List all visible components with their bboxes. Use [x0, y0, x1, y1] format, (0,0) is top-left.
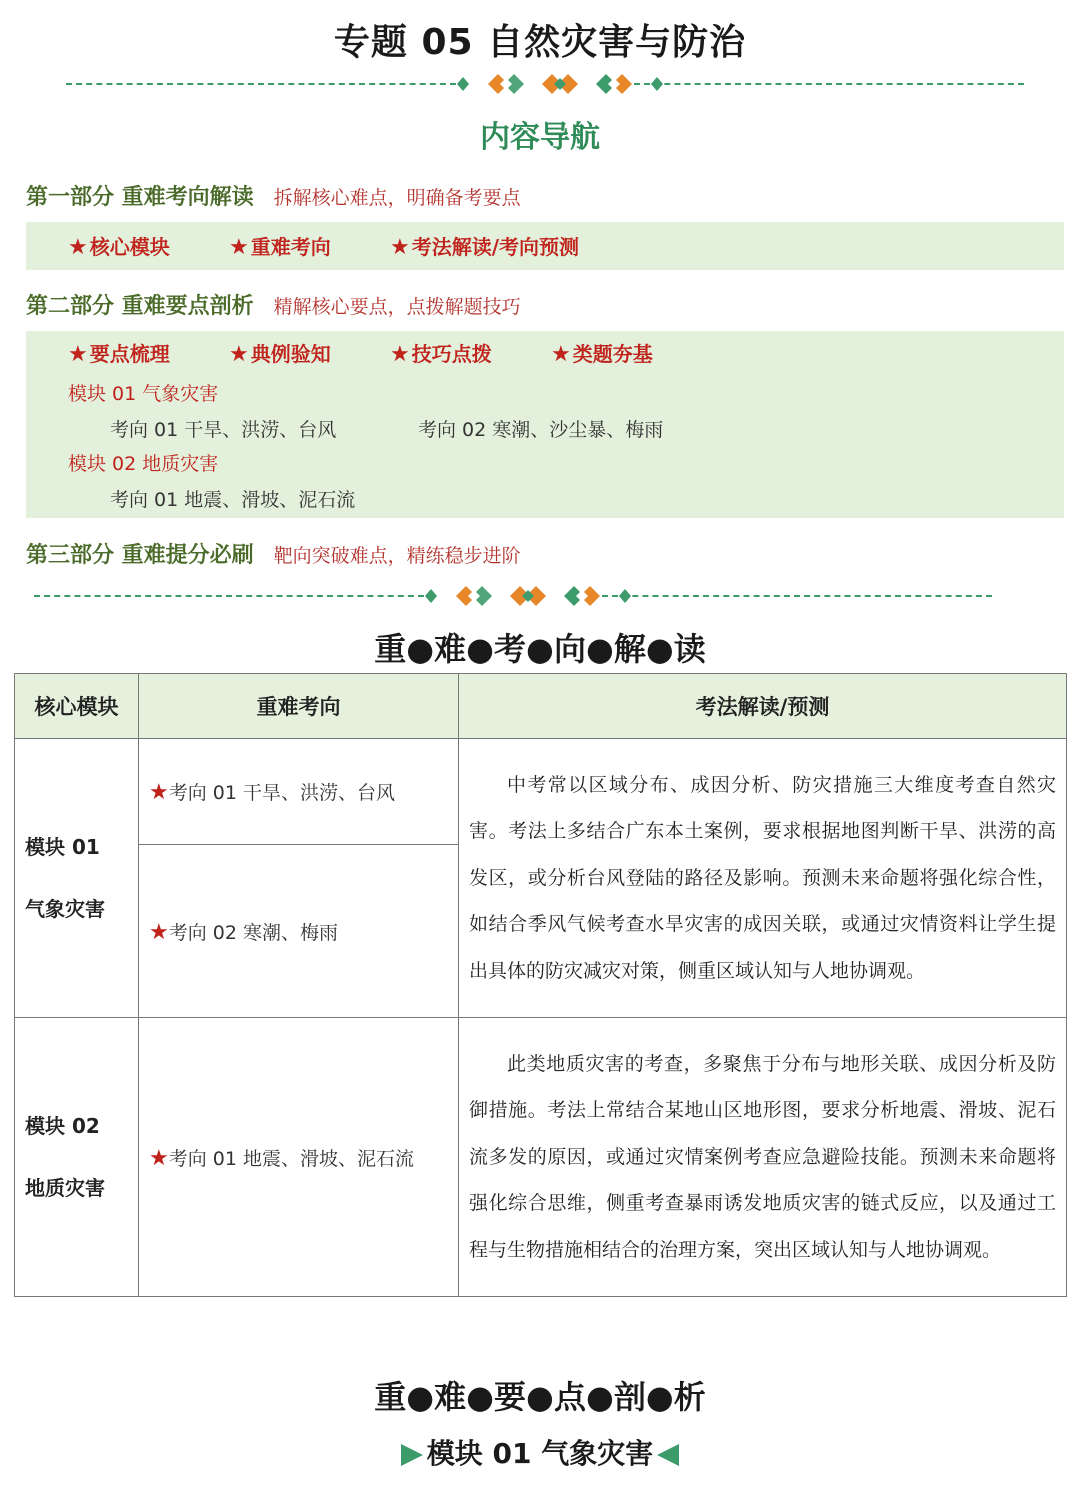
part-label: 第二部分 重难要点剖析 — [26, 294, 254, 319]
star-icon: ★ — [149, 780, 169, 805]
module-cell — [15, 1018, 139, 1297]
part-desc: 拆解核心难点，明确备考要点 — [273, 187, 521, 209]
module-label: 模块 01 气象灾害 — [68, 383, 219, 405]
diamond-pair-icon — [564, 584, 600, 608]
table-header: 重难考向 — [139, 674, 459, 739]
star-icon: ★ — [229, 342, 249, 367]
page-title: 专题 05 自然灾害与防治 — [333, 22, 747, 63]
module-heading-text: 模块 01 气象灾害 — [426, 1437, 654, 1470]
star-icon: ★ — [68, 342, 88, 367]
part-desc: 精解核心要点，点拨解题技巧 — [273, 296, 521, 318]
decorative-divider — [0, 584, 1080, 608]
arrow-left-icon — [657, 1444, 679, 1466]
module-heading — [0, 1432, 1080, 1472]
module-cell — [15, 739, 139, 1018]
diamond-pair-icon — [542, 72, 578, 96]
star-icon: ★ — [390, 235, 410, 260]
arrow-right-icon — [401, 1444, 423, 1466]
nav-item: ★ 核心模块 — [68, 235, 170, 260]
nav-item: ★ 技巧点拨 — [390, 342, 492, 367]
part-3-heading — [26, 538, 521, 569]
part-1-heading — [26, 180, 521, 211]
part-desc: 靶向突破难点，精练稳步进阶 — [273, 545, 521, 567]
diamond-pair-icon — [596, 72, 632, 96]
part-label: 第三部分 重难提分必刷 — [26, 543, 254, 568]
direction-cell: ★考向 02 寒潮、梅雨 — [139, 845, 459, 1018]
part-2-heading — [26, 289, 521, 320]
diamond-pair-icon — [510, 584, 546, 608]
explanation-cell: 中考常以区域分布、成因分析、防灾措施三大维度考查自然灾害。考法上多结合广东本土案例，要求根据地图判断干旱、洪涝的高发区，或分析台风登陆的路径及影响。预测未来命题将强化综合性，如结合季风气候考查水旱灾害的成因关联，或通过灾情资料让学生提出具体的防灾减灾对策，侧重区域认知与人地协调观。 — [459, 739, 1067, 1018]
table-row — [15, 739, 1067, 845]
nav-item: ★ 要点梳理 — [68, 342, 170, 367]
part-1-band — [26, 222, 1064, 270]
section-title: 重●难●考●向●解●读 — [374, 630, 706, 668]
direction-cell: ★考向 01 地震、滑坡、泥石流 — [139, 1018, 459, 1297]
direction-cell: ★考向 01 干旱、洪涝、台风 — [139, 739, 459, 845]
module-name: 地质灾害 — [25, 1176, 105, 1200]
direction-item: 考向 01 干旱、洪涝、台风 — [110, 419, 337, 441]
explanation-cell: 此类地质灾害的考查，多聚焦于分布与地形关联、成因分析及防御措施。考法上常结合某地山区地形图，要求分析地震、滑坡、泥石流多发的原因，或通过灾情案例考查应急避险技能。预测未来命题将强化综合思维，侧重考查暴雨诱发地质灾害的链式反应，以及通过工程与生物措施相结合的治理方案，突出区域认知与人地协调观。 — [459, 1018, 1067, 1297]
section-title: 重●难●要●点●剖●析 — [374, 1378, 706, 1416]
diamond-pair-icon — [488, 72, 524, 96]
part-label: 第一部分 重难考向解读 — [26, 185, 254, 210]
module-name: 气象灾害 — [25, 897, 105, 921]
diamond-pair-icon — [456, 584, 492, 608]
small-diamond-icon — [424, 584, 438, 608]
star-icon: ★ — [149, 919, 169, 945]
analysis-table — [14, 673, 1067, 1297]
nav-item: ★ 考法解读/考向预测 — [390, 235, 580, 260]
direction-item: 考向 02 寒潮、沙尘暴、梅雨 — [418, 419, 664, 441]
table-header-row — [15, 674, 1067, 739]
table-header: 核心模块 — [15, 674, 139, 739]
nav-title: 内容导航 — [480, 120, 600, 155]
star-icon: ★ — [390, 342, 410, 367]
star-icon: ★ — [149, 1145, 169, 1171]
star-icon: ★ — [68, 235, 88, 260]
nav-item: ★ 典例验知 — [229, 342, 331, 367]
module-number: 模块 01 — [25, 835, 100, 859]
nav-item: ★ 类题夯基 — [551, 342, 653, 367]
part-2-band — [26, 331, 1064, 518]
small-diamond-icon — [456, 72, 470, 96]
star-icon: ★ — [229, 235, 249, 260]
table-header: 考法解读/预测 — [459, 674, 1067, 739]
star-icon: ★ — [551, 342, 571, 367]
direction-item: 考向 01 地震、滑坡、泥石流 — [110, 489, 356, 511]
module-number: 模块 02 — [25, 1114, 100, 1138]
module-label: 模块 02 地质灾害 — [68, 453, 219, 475]
decorative-divider — [0, 72, 1080, 96]
table-row — [15, 1018, 1067, 1297]
nav-item: ★ 重难考向 — [229, 235, 331, 260]
